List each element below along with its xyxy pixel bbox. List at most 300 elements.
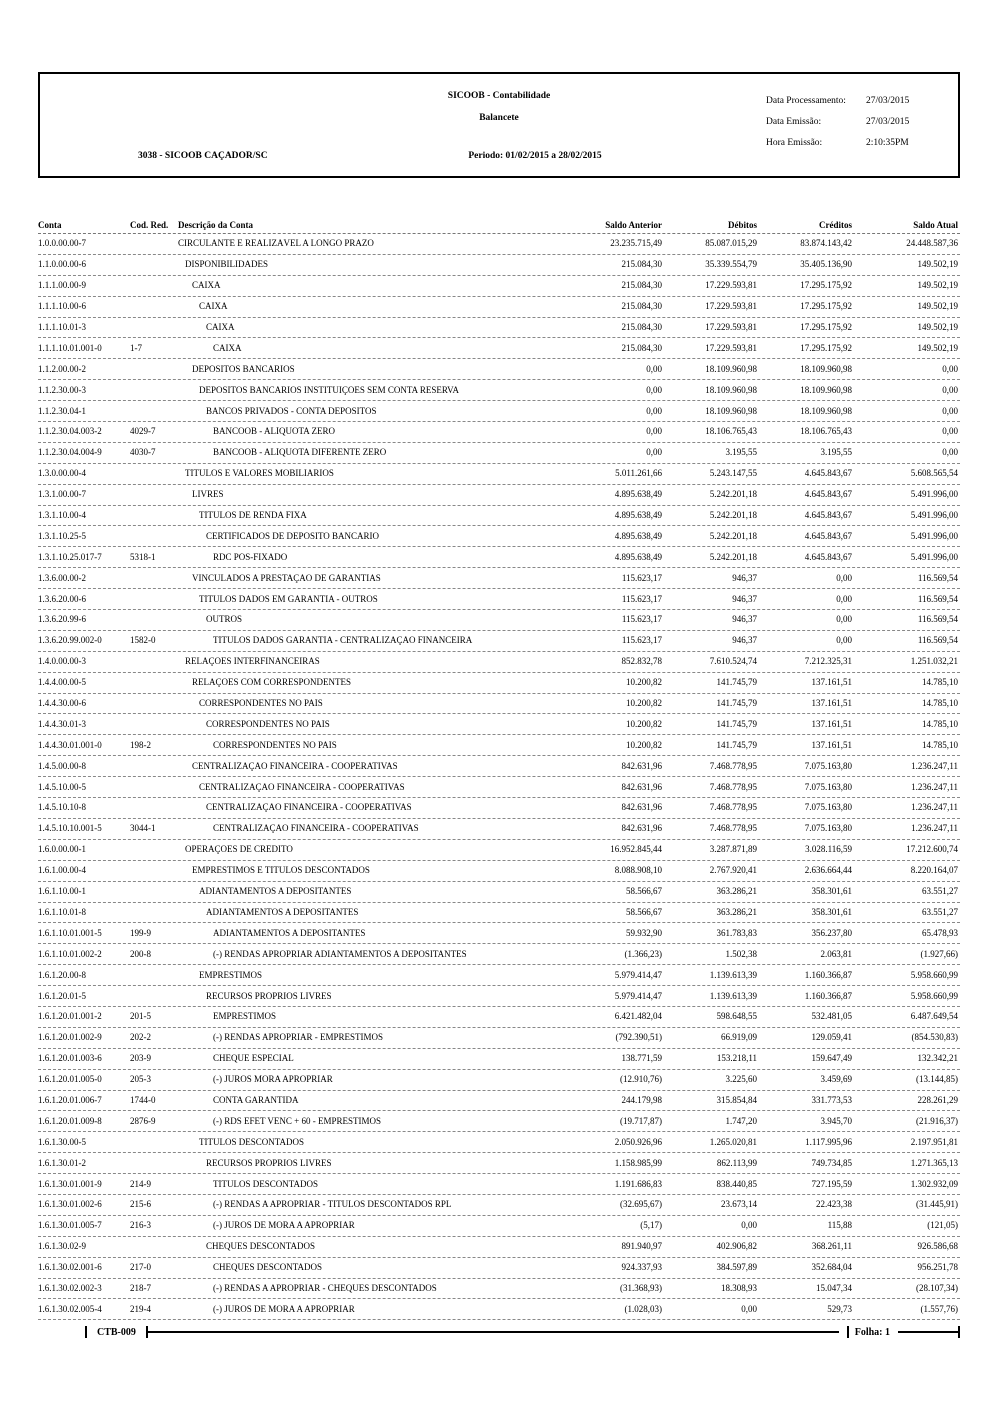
cell-saldo-atual: 24.448.587,36 [906,239,958,249]
cell-saldo-anterior: 0,00 [646,406,662,416]
cell-cod-red: 5318-1 [130,552,156,562]
cell-saldo-atual: 116.569,54 [917,636,958,646]
cell-saldo-atual: 116.569,54 [917,573,958,583]
cell-creditos: 0,00 [836,573,852,583]
cell-creditos: 129.059,41 [811,1033,852,1043]
cell-debitos: 1.747,20 [725,1116,757,1126]
cell-conta: 1.6.1.30.02.005-4 [38,1304,102,1314]
page-number-label: Folha: 1 [854,1326,890,1338]
cell-descricao: RDC PÓS-FIXADO [213,552,288,562]
cell-cod-red: 1582-0 [130,636,156,646]
emission-date-value: 27/03/2015 [866,117,910,127]
cell-cod-red: 201-5 [130,1012,151,1022]
cell-conta: 1.4.5.00.00-8 [38,761,86,771]
cell-saldo-atual: 1.302.932,09 [910,1179,958,1189]
cell-descricao: LIVRES [192,490,224,500]
cell-descricao: TÍTULOS DADOS EM GARANTIA - OUTROS [199,594,378,604]
cell-descricao: CHEQUES DESCONTADOS [206,1242,316,1252]
cell-debitos: 7.468.778,95 [709,761,757,771]
col-header-saldo-anterior: Saldo Anterior [605,221,662,230]
cell-saldo-atual: (31.445,91) [916,1200,958,1210]
cell-saldo-atual: 0,00 [942,406,958,416]
table-row [38,1007,960,1028]
cell-cod-red: 1-7 [130,343,142,353]
cell-creditos: 0,00 [836,636,852,646]
cell-conta: 1.1.2.30.04.004-9 [38,448,102,458]
cell-descricao: TÍTULOS DESCONTADOS [213,1179,319,1189]
col-header-descricao: Descrição da Conta [178,221,253,230]
cell-saldo-atual: 1.236.247,11 [911,824,958,834]
cell-saldo-atual: 149.502,19 [917,281,958,291]
cell-descricao: CENTRALIZAÇÃO FINANCEIRA - COOPERATIVAS [199,782,405,792]
cell-saldo-anterior: 215.084,30 [621,343,662,353]
cell-saldo-atual: 63.551,27 [922,887,958,897]
cell-conta: 1.4.5.10.10-8 [38,803,86,813]
cell-conta: 1.6.1.20.01.005-0 [38,1075,102,1085]
cell-debitos: 946,37 [732,636,757,646]
cell-saldo-anterior: (12.910,76) [620,1075,662,1085]
cell-creditos: 137.161,51 [811,719,852,729]
table-row [38,735,960,756]
cell-conta: 1.3.0.00.00-4 [38,469,86,479]
cell-saldo-anterior: 6.421.482,04 [614,1012,662,1022]
cell-descricao: CAIXA [206,323,235,332]
cell-saldo-anterior: 58.566,67 [626,907,662,917]
cell-saldo-anterior: 0,00 [646,385,662,395]
cell-creditos: 137.161,51 [811,678,852,688]
cell-saldo-atual: 149.502,19 [917,260,958,270]
cell-saldo-anterior: 0,00 [646,364,662,374]
cell-cod-red: 1744-0 [130,1095,156,1105]
report-title: SICOOB - Contabilidade [447,91,551,101]
cell-descricao: TÍTULOS DESCONTADOS [199,1137,305,1147]
cell-debitos: 315.854,84 [716,1095,757,1105]
cell-descricao: DISPONIBILIDADES [185,260,268,270]
cell-saldo-anterior: 5.979.414,47 [614,970,662,980]
col-header-creditos: Créditos [819,221,852,230]
cell-debitos: 141.745,79 [716,699,757,709]
cell-saldo-anterior: 215.084,30 [621,323,662,332]
cell-descricao: VINCULADOS A PRESTAÇÃO DE GARANTIAS [192,573,381,583]
cell-saldo-anterior: 10.200,82 [626,678,662,688]
table-row [38,819,960,840]
cell-saldo-atual: 8.220.164,07 [910,866,958,876]
cell-saldo-atual: (1.557,76) [920,1304,958,1314]
cell-saldo-atual: 149.502,19 [917,323,958,332]
table-row [38,1299,960,1320]
cell-creditos: 3.195,55 [820,448,852,458]
cell-cod-red: 4030-7 [130,448,156,458]
cell-debitos: 17.229.593,81 [705,281,757,291]
cell-creditos: 0,00 [836,594,852,604]
table-row [38,401,960,422]
cell-cod-red: 3044-1 [130,824,156,834]
cell-descricao: (-) RENDAS APROPRIAR - EMPRÉSTIMOS [213,1033,384,1043]
cell-descricao: BANCOOB - ALÍQUOTA DIFERENTE ZERO [213,448,387,458]
cell-creditos: 17.295.175,92 [800,343,852,353]
cell-debitos: 5.242.201,18 [709,531,757,541]
cell-saldo-anterior: 842.631,96 [621,761,662,771]
cell-saldo-anterior: 115.623,17 [621,615,662,625]
table-row [38,338,960,359]
cell-debitos: 85.087.015,29 [705,239,757,249]
cell-saldo-atual: 0,00 [942,427,958,437]
cell-creditos: 137.161,51 [811,699,852,709]
cell-conta: 1.6.0.00.00-1 [38,845,86,855]
cell-descricao: EMPRÉSTIMOS E TÍTULOS DESCONTADOS [192,866,370,876]
processing-date-value: 27/03/2015 [866,96,910,106]
cell-debitos: 598.648,55 [716,1012,757,1022]
table-row [38,464,960,485]
cell-creditos: 18.109.960,98 [800,406,852,416]
meta-row-emission-date [766,117,951,127]
cell-descricao: CAIXA [213,343,242,353]
cell-saldo-atual: 14.785,10 [922,699,958,709]
cell-creditos: 18.106.765,43 [800,427,852,437]
cell-debitos: 141.745,79 [716,719,757,729]
cell-conta: 1.0.0.00.00-7 [38,239,86,249]
cell-debitos: 5.243.147,55 [709,469,757,479]
table-row [38,443,960,464]
cell-saldo-anterior: 1.191.686,83 [614,1179,662,1189]
cell-conta: 1.6.1.20.01.002-9 [38,1033,102,1043]
cell-conta: 1.6.1.10.01-8 [38,907,86,917]
cell-cod-red: 202-2 [130,1033,151,1043]
cell-descricao: CHEQUES DESCONTADOS [213,1263,323,1273]
cell-conta: 1.1.2.00.00-2 [38,364,86,374]
cell-descricao: CENTRALIZAÇÃO FINANCEIRA - COOPERATIVAS [192,761,398,771]
meta-row-emission-time [766,138,951,148]
cell-conta: 1.3.1.10.25-5 [38,531,86,541]
cell-creditos: 15.047,34 [816,1283,852,1293]
cell-saldo-anterior: 58.566,67 [626,887,662,897]
cell-saldo-anterior: 891.940,97 [621,1242,662,1252]
report-code: CTB-009 [97,1326,136,1338]
cell-saldo-anterior: (19.717,87) [620,1116,662,1126]
table-row [38,610,960,631]
report-footer [85,1326,960,1338]
cell-descricao: CAIXA [199,302,228,312]
cell-conta: 1.4.4.30.01-3 [38,719,86,729]
cell-saldo-anterior: 115.623,17 [621,594,662,604]
cell-saldo-atual: 63.551,27 [922,907,958,917]
cell-conta: 1.6.1.30.02-9 [38,1242,86,1252]
table-row [38,1279,960,1300]
table-row [38,318,960,339]
cell-creditos: 7.212.325,31 [804,657,852,667]
cell-cod-red: 219-4 [130,1304,151,1314]
cell-descricao: (-) RENDAS APROPRIAR ADIANTAMENTOS A DEPOSITANTES [213,949,467,959]
cell-descricao: EMPRÉSTIMOS [213,1012,277,1022]
cell-conta: 1.3.6.20.00-6 [38,594,86,604]
cell-creditos: 331.773,53 [811,1095,852,1105]
cell-creditos: 358.301,61 [811,887,852,897]
table-row [38,1237,960,1258]
cell-saldo-atual: 65.478,93 [922,928,958,938]
cell-debitos: 5.242.201,18 [709,490,757,500]
table-row [38,1258,960,1279]
cell-saldo-atual: 17.212.600,74 [906,845,958,855]
table-row [38,359,960,380]
cell-debitos: 363.286,21 [716,907,757,917]
cell-saldo-anterior: 0,00 [646,448,662,458]
cell-saldo-anterior: 0,00 [646,427,662,437]
cell-saldo-atual: (21.916,37) [916,1116,958,1126]
cell-saldo-anterior: 115.623,17 [621,573,662,583]
page-number-box [839,1326,898,1338]
cell-conta: 1.3.1.10.25.017-7 [38,552,102,562]
cell-debitos: 18.109.960,98 [705,385,757,395]
cell-debitos: 363.286,21 [716,887,757,897]
cell-debitos: 23.673,14 [721,1200,757,1210]
cell-conta: 1.1.0.00.00-6 [38,260,86,270]
table-row [38,568,960,589]
cell-cod-red: 216-3 [130,1221,151,1231]
cell-debitos: 3.195,55 [725,448,757,458]
footer-rule-left [148,1331,839,1333]
cell-saldo-anterior: 215.084,30 [621,281,662,291]
cell-saldo-anterior: 2.050.926,96 [614,1137,662,1147]
emission-time-label: Hora Emissão: [766,138,823,148]
cell-saldo-anterior: 59.932,90 [626,928,662,938]
cell-saldo-anterior: (1.028,03) [624,1304,662,1314]
cell-saldo-anterior: 4.895.638,49 [614,511,662,521]
table-row [38,276,960,297]
cell-conta: 1.4.5.10.10.001-5 [38,824,102,834]
cell-saldo-anterior: (32.695,67) [620,1200,662,1210]
table-row [38,1174,960,1195]
cell-saldo-anterior: 924.337,93 [621,1263,662,1273]
cell-saldo-anterior: 842.631,96 [621,782,662,792]
cell-cod-red: 217-0 [130,1263,151,1273]
cell-conta: 1.6.1.30.02.002-3 [38,1283,102,1293]
cell-cod-red: 198-2 [130,740,151,750]
cell-debitos: 66.919,09 [721,1033,757,1043]
footer-right-tick [958,1326,960,1338]
cell-debitos: 17.229.593,81 [705,302,757,312]
cell-saldo-anterior: 10.200,82 [626,699,662,709]
cell-saldo-atual: 926.586,68 [917,1242,958,1252]
cell-conta: 1.6.1.30.01.002-6 [38,1200,102,1210]
cell-conta: 1.6.1.30.02.001-6 [38,1263,102,1273]
cell-descricao: (-) RENDAS A APROPRIAR - CHEQUES DESCONTADOS [213,1283,437,1293]
cell-creditos: 356.237,80 [811,928,852,938]
cell-saldo-atual: 2.197.951,81 [910,1137,958,1147]
cell-conta: 1.1.1.00.00-9 [38,281,86,291]
meta-row-processing [766,96,951,106]
cell-saldo-anterior: 115.623,17 [621,636,662,646]
cell-creditos: 4.645.843,67 [804,490,852,500]
cell-saldo-atual: 149.502,19 [917,302,958,312]
cell-debitos: 3.287.871,89 [709,845,757,855]
cell-creditos: 18.109.960,98 [800,364,852,374]
cell-descricao: DEPÓSITOS BANCÁRIOS [192,364,295,374]
cell-saldo-anterior: 244.179,98 [621,1095,662,1105]
cell-debitos: 7.468.778,95 [709,782,757,792]
cell-saldo-anterior: 842.631,96 [621,824,662,834]
cell-debitos: 946,37 [732,615,757,625]
cell-conta: 1.3.6.20.99.002-0 [38,636,102,646]
cell-saldo-anterior: 8.088.908,10 [614,866,662,876]
cell-descricao: RELAÇÕES INTERFINANCEIRAS [185,657,320,667]
table-row [38,777,960,798]
cell-creditos: 4.645.843,67 [804,469,852,479]
cell-descricao: CENTRALIZAÇÃO FINANCEIRA - COOPERATIVAS [206,803,412,813]
cell-saldo-anterior: 215.084,30 [621,260,662,270]
cell-saldo-atual: 1.271.365,13 [910,1158,958,1168]
cell-saldo-anterior: (1.366,23) [624,949,662,959]
cell-descricao: TÍTULOS DE RENDA FIXA [199,511,307,521]
cell-conta: 1.6.1.10.00-1 [38,887,86,897]
table-row [38,589,960,610]
cell-cod-red: 205-3 [130,1075,151,1085]
cell-saldo-atual: 5.608.565,54 [910,469,958,479]
cell-conta: 1.4.5.10.00-5 [38,782,86,792]
cell-descricao: (-) RENDAS A APROPRIAR - TÍTULOS DESCONTADOS RPL [213,1200,452,1210]
cell-descricao: CERTIFICADOS DE DEPÓSITO BANCÁRIO [206,531,380,541]
cell-descricao: CAIXA [192,281,221,291]
table-row [38,756,960,777]
cell-saldo-atual: 0,00 [942,364,958,374]
cell-saldo-atual: 6.487.649,54 [910,1012,958,1022]
report-period: Periodo: 01/02/2015 a 28/02/2015 [468,151,602,161]
table-row [38,1216,960,1237]
cell-conta: 1.6.1.30.01.005-7 [38,1221,102,1231]
cell-saldo-atual: 5.958.660,99 [910,991,958,1001]
cell-descricao: BANCOS PRIVADOS - CONTA DEPÓSITOS [206,406,377,416]
col-header-saldo-atual: Saldo Atual [913,221,958,230]
cell-descricao: RECURSOS PRÓPRIOS LIVRES [206,991,332,1001]
cell-creditos: 3.028.116,59 [805,845,852,855]
cell-debitos: 17.229.593,81 [705,343,757,353]
table-row [38,965,960,986]
cell-creditos: 4.645.843,67 [804,552,852,562]
cell-debitos: 35.339.554,79 [705,260,757,270]
col-header-cod-red: Cod. Red. [130,221,169,230]
cell-creditos: 7.075.163,80 [804,824,852,834]
cell-conta: 1.6.1.30.00-5 [38,1137,86,1147]
cell-saldo-anterior: 5.011.261,66 [615,469,662,479]
cell-saldo-atual: (28.107,34) [916,1283,958,1293]
cell-conta: 1.6.1.20.01.009-8 [38,1116,102,1126]
cell-descricao: RECURSOS PRÓPRIOS LIVRES [206,1158,332,1168]
cell-debitos: 838.440,85 [716,1179,757,1189]
cell-debitos: 1.139.613,39 [709,970,757,980]
cell-debitos: 7.610.524,74 [709,657,757,667]
cell-descricao: CORRESPONDENTES NO PAÍS [206,719,330,729]
cell-creditos: 115,88 [827,1221,852,1231]
cell-saldo-anterior: 215.084,30 [621,302,662,312]
cell-saldo-atual: 228.261,29 [917,1095,958,1105]
cell-creditos: 2.636.664,44 [804,866,852,876]
cell-creditos: 3.945,70 [820,1116,852,1126]
cell-descricao: ADIANTAMENTOS A DEPOSITANTES [199,887,352,897]
footer-rule-right [898,1331,958,1333]
cell-cod-red: 215-6 [130,1200,151,1210]
cell-saldo-atual: 5.491.996,00 [910,511,958,521]
cell-creditos: 7.075.163,80 [804,803,852,813]
cell-saldo-atual: 0,00 [942,385,958,395]
cell-creditos: 529,73 [827,1304,852,1314]
cell-descricao: (-) RDS EFET VENC + 60 - EMPRÉSTIMOS [213,1116,382,1126]
table-row [38,1091,960,1112]
cell-conta: 1.1.2.30.04.003-2 [38,427,102,437]
cell-descricao: TÍTULOS E VALORES MOBILIÁRIOS [185,469,334,479]
cell-descricao: ADIANTAMENTOS A DEPOSITANTES [213,928,366,938]
emission-time-value: 2:10:35PM [866,138,909,148]
cell-saldo-anterior: (5,17) [640,1221,662,1231]
cell-debitos: 5.242.201,18 [709,511,757,521]
cell-saldo-atual: 14.785,10 [922,740,958,750]
cell-saldo-atual: (1.927,66) [920,949,958,959]
cell-conta: 1.6.1.20.01.001-2 [38,1012,102,1022]
table-row [38,861,960,882]
col-header-conta: Conta [38,221,62,230]
table-row [38,694,960,715]
cell-creditos: 159.647,49 [811,1054,852,1064]
cell-debitos: 141.745,79 [716,678,757,688]
cell-conta: 1.1.1.10.01.001-0 [38,343,102,353]
table-row [38,652,960,673]
cell-debitos: 2.767.920,41 [709,866,757,876]
cell-conta: 1.6.1.20.01.003-6 [38,1054,102,1064]
cell-descricao: DEPÓSITOS BANCÁRIOS INSTITUIÇÕES SEM CONTA RESERVA [199,385,460,395]
table-row [38,714,960,735]
cell-saldo-atual: 149.502,19 [917,343,958,353]
cell-creditos: 17.295.175,92 [800,323,852,332]
cell-debitos: 1.502,38 [725,949,757,959]
cell-conta: 1.3.1.00.00-7 [38,490,86,500]
cell-creditos: 352.684,04 [811,1263,852,1273]
cell-cod-red: 200-8 [130,949,151,959]
table-row [38,631,960,652]
cell-debitos: 946,37 [732,573,757,583]
cell-saldo-anterior: (792.390,51) [615,1033,662,1043]
cell-debitos: 18.109.960,98 [705,364,757,374]
table-row [38,485,960,506]
cell-creditos: 1.160.366,87 [804,991,852,1001]
table-row [38,673,960,694]
cell-debitos: 18.109.960,98 [705,406,757,416]
cell-saldo-atual: 1.236.247,11 [911,782,958,792]
table-row [38,923,960,944]
cell-conta: 1.3.1.10.00-4 [38,511,86,521]
cell-creditos: 358.301,61 [811,907,852,917]
cell-saldo-anterior: 138.771,59 [621,1054,662,1064]
cell-cod-red: 203-9 [130,1054,151,1064]
cell-saldo-atual: 1.236.247,11 [911,803,958,813]
cell-creditos: 368.261,11 [811,1242,852,1252]
cell-saldo-anterior: 10.200,82 [626,719,662,729]
cell-debitos: 384.597,89 [716,1263,757,1273]
cell-cod-red: 214-9 [130,1179,151,1189]
table-row [38,986,960,1007]
cell-descricao: CHEQUE ESPECIAL [213,1054,294,1064]
cell-saldo-atual: 5.491.996,00 [910,490,958,500]
cell-cod-red: 218-7 [130,1283,151,1293]
cell-conta: 1.6.1.30.01-2 [38,1158,86,1168]
cell-debitos: 0,00 [741,1304,757,1314]
cell-descricao: CONTA GARANTIDA [213,1095,299,1105]
cell-saldo-anterior: 4.895.638,49 [614,552,662,562]
table-row [38,882,960,903]
cell-debitos: 3.225,60 [725,1075,757,1085]
table-row [38,422,960,443]
cell-creditos: 532.481,05 [811,1012,852,1022]
cell-saldo-anterior: 23.235.715,49 [610,239,662,249]
emission-date-label: Data Emissão: [766,117,822,127]
cell-descricao: CORRESPONDENTES NO PAÍS [199,699,323,709]
